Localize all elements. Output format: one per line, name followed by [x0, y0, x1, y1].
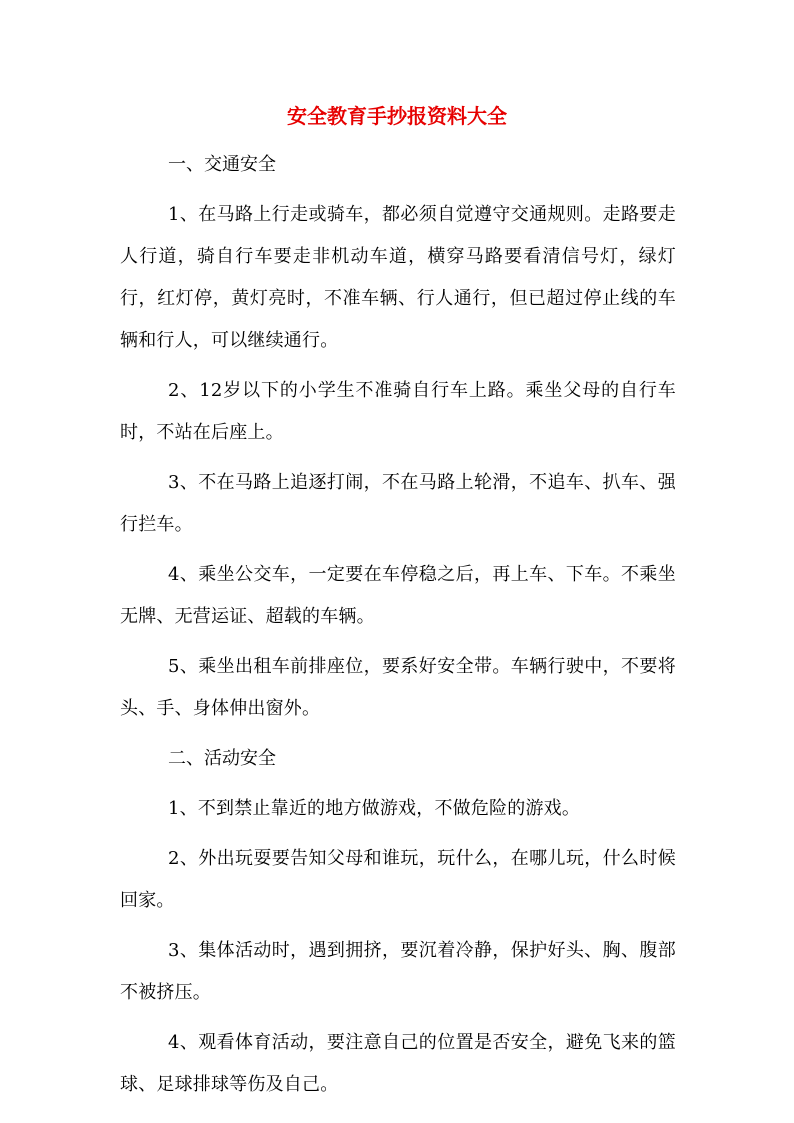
paragraph: 3、集体活动时，遇到拥挤，要沉着冷静，保护好头、胸、腹部不被挤压。 [120, 940, 676, 1003]
paragraph: 3、不在马路上追逐打闹，不在马路上轮滑，不追车、扒车、强行拦车。 [120, 472, 676, 535]
paragraph: 4、乘坐公交车，一定要在车停稳之后，再上车、下车。不乘坐无牌、无营运证、超载的车辆。 [120, 564, 676, 627]
document-body [120, 144, 676, 1114]
paragraph: 5、乘坐出租车前排座位，要系好安全带。车辆行驶中，不要将头、手、身体伸出窗外。 [120, 656, 676, 719]
section-heading-traffic: 一、交通安全 [168, 154, 276, 175]
paragraph: 1、不到禁止靠近的地方做游戏，不做危险的游戏。 [168, 798, 581, 819]
section-heading-activity: 二、活动安全 [168, 748, 276, 769]
paragraph: 2、外出玩耍要告知父母和谁玩，玩什么，在哪儿玩，什么时候回家。 [120, 848, 676, 911]
paragraph: 1、在马路上行走或骑车，都必须自觉遵守交通规则。走路要走人行道，骑自行车要走非机动车道，横穿马路要看清信号灯，绿灯行，红灯停，黄灯亮时，不准车辆、行人通行，但已超过停止线的车辆和行人，可以继续通行。 [120, 204, 676, 351]
paragraph: 4、观看体育活动，要注意自己的位置是否安全，避免飞来的篮球、足球排球等伤及自己。 [120, 1032, 676, 1095]
paragraph: 2、12岁以下的小学生不准骑自行车上路。乘坐父母的自行车时，不站在后座上。 [120, 380, 676, 443]
page-title: 安全教育手抄报资料大全 [287, 104, 507, 128]
